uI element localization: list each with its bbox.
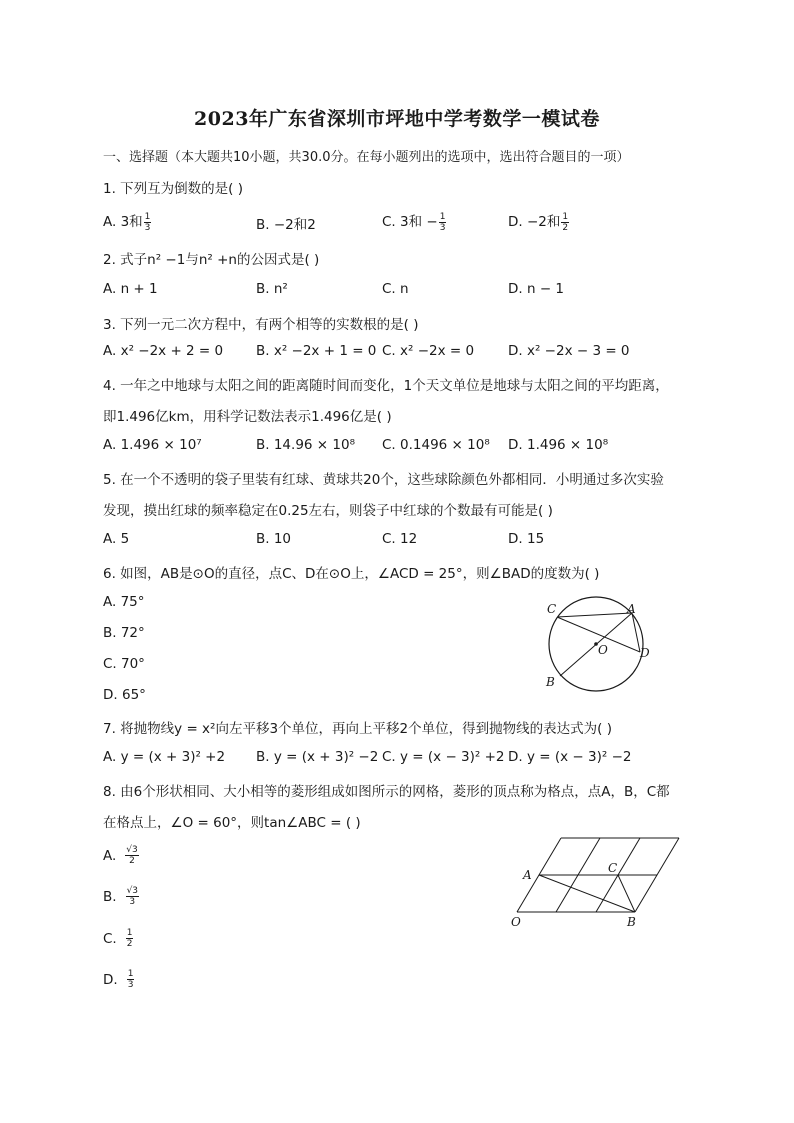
question-8-stem-line1: 8. 由6个形状相同、大小相等的菱形组成如图所示的网格，菱形的顶点称为格点，点A，B，C都 (103, 784, 670, 800)
denominator: 2 (126, 939, 133, 949)
q5-option-b: B. 10 (256, 531, 292, 547)
q2-option-c: C. n (382, 281, 409, 297)
fraction (127, 969, 135, 990)
q3-option-b: B. x² −2x + 1 = 0 (256, 343, 377, 359)
numerator: 1 (126, 928, 133, 938)
option-label: A. (103, 847, 117, 864)
label-b: B (546, 675, 555, 689)
fraction (126, 886, 139, 907)
question-5-stem-line2: 发现，摸出红球的频率稳定在0.25左右，则袋子中红球的个数最有可能是( ) (103, 503, 553, 519)
option-text: C. 3和 − (382, 214, 438, 230)
fraction (439, 212, 447, 233)
q2-option-d: D. n − 1 (508, 281, 565, 297)
question-1-stem: 1. 下列互为倒数的是( ) (103, 181, 243, 197)
denominator: 2 (129, 856, 135, 866)
q1-option-c (382, 210, 447, 233)
denominator: 3 (144, 222, 151, 233)
q6-option-a: A. 75° (103, 594, 145, 610)
q7-option-a: A. y = (x + 3)² +2 (103, 749, 226, 765)
q6-option-c: C. 70° (103, 656, 145, 672)
option-label: D. (103, 971, 118, 988)
label-a: A (523, 868, 532, 882)
option-label: C. (103, 930, 117, 947)
fraction (125, 845, 138, 866)
denominator: 3 (127, 980, 134, 990)
page-title: 2023年广东省深圳市坪地中学考数学一模试卷 (194, 108, 600, 130)
q3-option-a: A. x² −2x + 2 = 0 (103, 343, 224, 359)
q6-option-d: D. 65° (103, 687, 146, 703)
q3-option-c: C. x² −2x = 0 (382, 343, 475, 359)
q1-option-d (508, 210, 570, 233)
label-d: D (640, 646, 650, 660)
label-c: C (608, 861, 618, 875)
numerator: √3 (126, 845, 138, 855)
q6-option-b: B. 72° (103, 625, 145, 641)
question-3-stem: 3. 下列一元二次方程中，有两个相等的实数根的是( ) (103, 317, 419, 333)
numerator: 1 (439, 211, 446, 222)
option-text: A. 3和 (103, 214, 143, 230)
option-label: B. (103, 888, 117, 905)
q1-option-b: B. −2和2 (256, 217, 316, 233)
numerator: √3 (126, 886, 139, 896)
label-o: O (598, 643, 608, 657)
q4-option-a: A. 1.496 × 10⁷ (103, 437, 202, 453)
q2-option-a: A. n + 1 (103, 281, 158, 297)
q8-option-b (103, 886, 140, 907)
question-2-stem: 2. 式子n² −1与n² +n的公因式是( ) (103, 252, 320, 268)
q8-option-a (103, 845, 140, 866)
q1-option-a (103, 210, 152, 233)
fraction (144, 212, 152, 233)
q7-option-c: C. y = (x − 3)² +2 (382, 749, 505, 765)
q2-option-b: B. n² (256, 281, 288, 297)
label-a: A (627, 602, 636, 616)
q5-option-d: D. 15 (508, 531, 545, 547)
question-8-stem-line2: 在格点上，∠O = 60°，则tan∠ABC = ( ) (103, 815, 361, 831)
q7-option-d: D. y = (x − 3)² −2 (508, 749, 632, 765)
q3-option-d: D. x² −2x − 3 = 0 (508, 343, 630, 359)
q4-option-b: B. 14.96 × 10⁸ (256, 437, 355, 453)
question-4-stem-line2: 即1.496亿km，用科学记数法表示1.496亿是( ) (103, 409, 392, 425)
denominator: 3 (439, 222, 446, 233)
option-text: D. −2和 (508, 214, 561, 230)
section-heading: 一、选择题（本大题共10小题，共30.0分。在每小题列出的选项中，选出符合题目的一项） (103, 150, 630, 165)
fraction (126, 928, 134, 949)
q5-option-a: A. 5 (103, 531, 130, 547)
question-6-stem: 6. 如图，AB是⊙O的直径，点C、D在⊙O上，∠ACD = 25°，则∠BAD的度数为( ) (103, 566, 600, 582)
q5-option-c: C. 12 (382, 531, 418, 547)
q7-option-b: B. y = (x + 3)² −2 (256, 749, 379, 765)
q8-option-d (103, 969, 135, 990)
label-o: O (511, 915, 521, 929)
fraction (561, 212, 569, 233)
q4-option-c: C. 0.1496 × 10⁸ (382, 437, 490, 453)
denominator: 3 (129, 897, 136, 907)
q4-option-d: D. 1.496 × 10⁸ (508, 437, 609, 453)
denominator: 2 (562, 222, 569, 233)
question-7-stem: 7. 将抛物线y = x²向左平移3个单位，再向上平移2个单位，得到抛物线的表达式为( ) (103, 721, 612, 737)
circle-figure (535, 590, 660, 695)
numerator: 1 (562, 211, 569, 222)
rhombus-grid-figure (505, 830, 685, 930)
label-b: B (627, 915, 636, 929)
question-4-stem-line1: 4. 一年之中地球与太阳之间的距离随时间而变化，1个天文单位是地球与太阳之间的平均距离， (103, 378, 669, 394)
numerator: 1 (127, 969, 134, 979)
q8-option-c (103, 928, 134, 949)
question-5-stem-line1: 5. 在一个不透明的袋子里装有红球、黄球共20个，这些球除颜色外都相同．小明通过多次实验 (103, 472, 664, 488)
chord-ca (557, 613, 632, 617)
numerator: 1 (144, 211, 151, 222)
label-c: C (547, 602, 557, 616)
